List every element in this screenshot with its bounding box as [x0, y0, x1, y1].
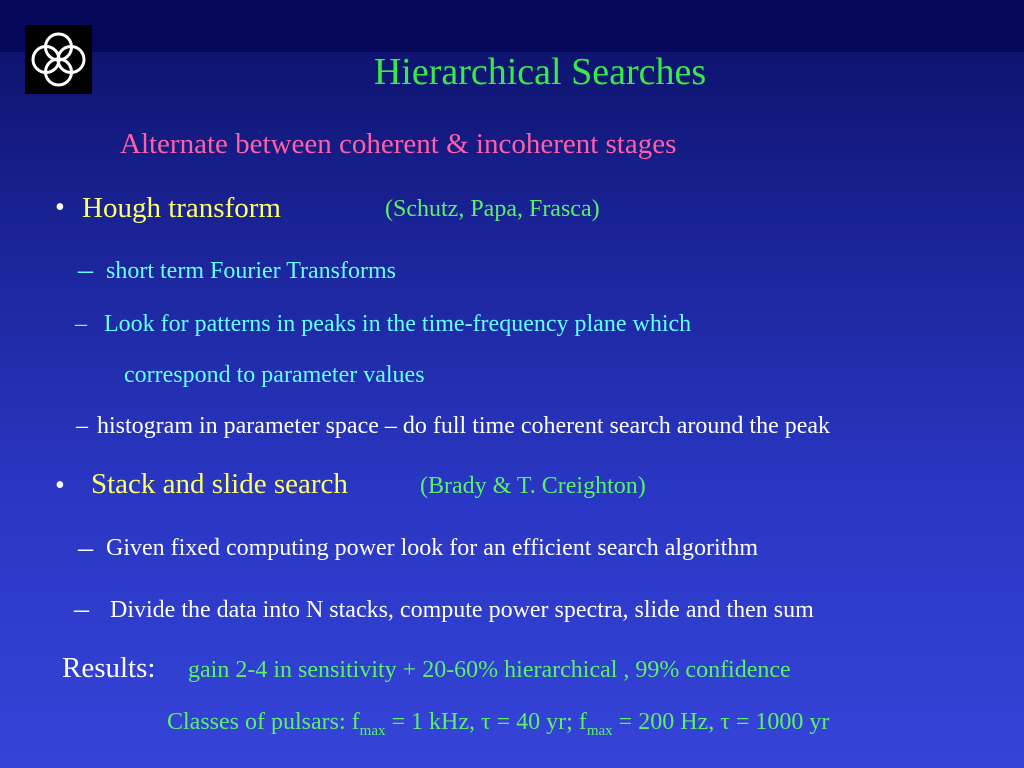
stack-item: Divide the data into N stacks, compute power spectra, slide and then sum — [110, 597, 814, 623]
fmax-subscript: max — [586, 722, 613, 739]
hough-heading: Hough transform — [82, 192, 281, 224]
results-label: Results: — [62, 652, 156, 684]
bullet-marker: • — [55, 192, 65, 223]
stack-item: Given fixed computing power look for an efficient search algorithm — [106, 535, 759, 561]
classes-prefix: Classes of pulsars: f — [167, 709, 360, 735]
hough-item: correspond to parameter values — [124, 362, 425, 388]
dash-marker: – — [78, 531, 93, 564]
pulsar-classes — [167, 709, 829, 740]
classes-mid: = 1 kHz, τ = 40 yr; f — [385, 709, 587, 735]
slide-subtitle: Alternate between coherent & incoherent stages — [120, 128, 677, 160]
header-band — [0, 0, 1024, 52]
slide-title: Hierarchical Searches — [373, 51, 707, 93]
hough-item: Look for patterns in peaks in the time-frequency plane which — [104, 311, 692, 337]
stack-authors: (Brady & T. Creighton) — [420, 473, 646, 499]
dash-marker: – — [76, 413, 88, 439]
results-text: gain 2-4 in sensitivity + 20-60% hierarchical , 99% confidence — [188, 657, 791, 683]
bullet-marker: • — [55, 470, 65, 501]
fmax-subscript: max — [359, 722, 386, 739]
hough-authors: (Schutz, Papa, Frasca) — [385, 196, 600, 222]
classes-end: = 200 Hz, τ = 1000 yr — [612, 709, 830, 735]
stack-heading: Stack and slide search — [91, 468, 348, 500]
hough-item: short term Fourier Transforms — [106, 258, 396, 284]
dash-marker: – — [74, 592, 89, 625]
dash-marker: – — [78, 253, 93, 286]
hough-item: histogram in parameter space – do full time coherent search around the peak — [97, 413, 831, 439]
dash-marker: – — [75, 311, 87, 337]
